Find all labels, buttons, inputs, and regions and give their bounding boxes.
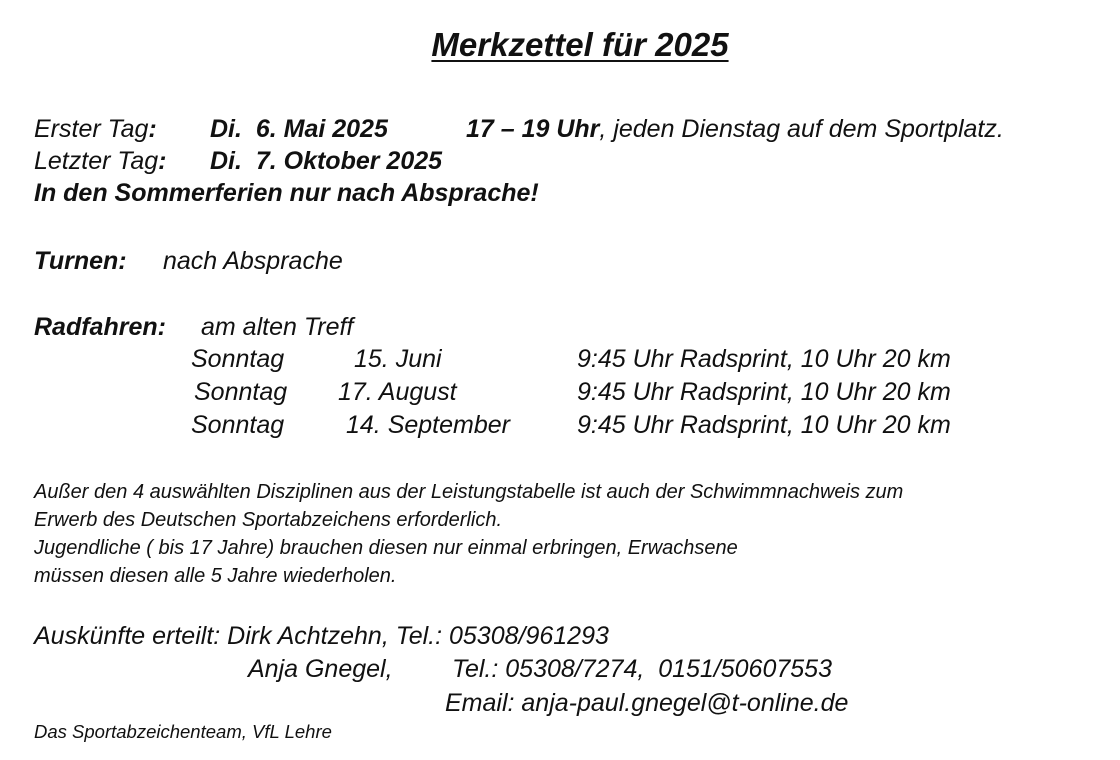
summer-note: In den Sommerferien nur nach Absprache! (34, 179, 539, 207)
signature: Das Sportabzeichenteam, VfL Lehre (34, 721, 332, 742)
last-day-label: Letzter Tag (34, 147, 159, 175)
turnen-label: Turnen: (34, 247, 127, 275)
event-info: 9:45 Uhr Radsprint, 10 Uhr 20 km (577, 378, 951, 406)
contact-email: Email: anja-paul.gnegel@t-online.de (445, 689, 849, 717)
event-info: 9:45 Uhr Radsprint, 10 Uhr 20 km (577, 345, 951, 373)
note-line: müssen diesen alle 5 Jahre wiederholen. (34, 565, 397, 587)
event-day: Sonntag (191, 345, 285, 373)
event-date: 14. September (346, 411, 510, 439)
first-day-time-line (466, 117, 1004, 142)
training-time: 17 – 19 Uhr (466, 115, 600, 143)
first-day-line (34, 117, 157, 142)
turnen-text: nach Absprache (163, 247, 343, 275)
contact-name-2: Anja Gnegel, (248, 655, 393, 683)
last-day-colon: : (158, 147, 167, 175)
event-day: Sonntag (191, 411, 285, 439)
page-title: Merkzettel für 2025 (431, 26, 729, 63)
event-date: 17. August (338, 378, 457, 406)
note-line: Außer den 4 auswählten Disziplinen aus der Leistungstabelle ist auch der Schwimmnachweis zum (34, 481, 904, 503)
training-place: , jeden Dienstag auf dem Sportplatz. (599, 115, 1004, 143)
event-day: Sonntag (194, 378, 288, 406)
first-day-date: Di. 6. Mai 2025 (210, 115, 388, 143)
event-date: 15. Juni (354, 345, 442, 373)
note-line: Jugendliche ( bis 17 Jahre) brauchen diesen nur einmal erbringen, Erwachsene (34, 537, 738, 559)
contact-phone-2: Tel.: 05308/7274, 0151/50607553 (452, 655, 832, 683)
radfahren-location: am alten Treff (201, 313, 354, 341)
first-day-colon: : (148, 115, 157, 143)
note-line: Erwerb des Deutschen Sportabzeichens erforderlich. (34, 509, 503, 531)
event-info: 9:45 Uhr Radsprint, 10 Uhr 20 km (577, 411, 951, 439)
contact-primary: Auskünfte erteilt: Dirk Achtzehn, Tel.: 05308/961293 (34, 622, 609, 650)
radfahren-label: Radfahren: (34, 313, 166, 341)
last-day-date: Di. 7. Oktober 2025 (210, 147, 443, 175)
first-day-label: Erster Tag (34, 115, 149, 143)
last-day-line (34, 149, 167, 174)
